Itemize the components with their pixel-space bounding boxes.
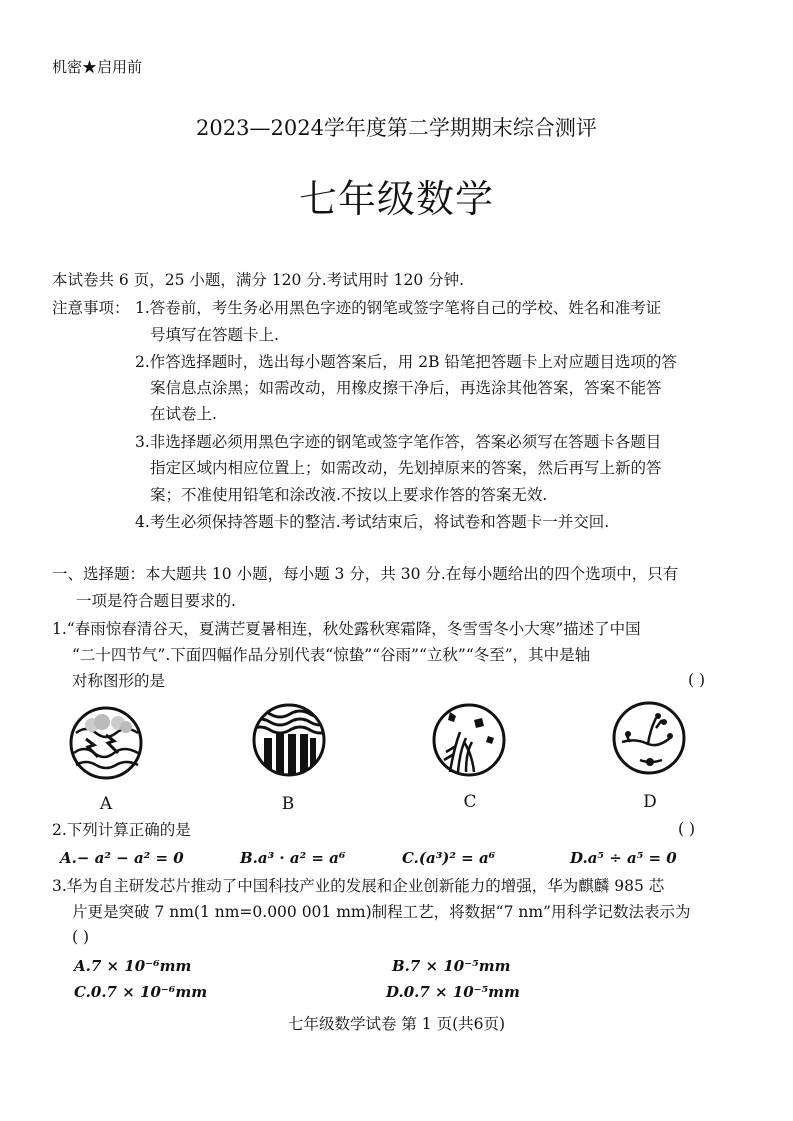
q2-option-c: C.(a³)² = a⁶ [402, 849, 496, 867]
q3-option-d: D.0.7 × 10⁻⁵mm [386, 983, 520, 1001]
note-1-line-1: 1.答卷前，考生务必用黑色字迹的钢笔或签字笔将自己的学校、姓名和准考证 [135, 299, 662, 317]
notes-label: 注意事项： [52, 299, 130, 317]
subject-title: 七年级数学 [298, 177, 494, 221]
figure-b-label: B [281, 794, 295, 814]
note-3-line-1: 3.非选择题必须用黑色字迹的钢笔或签字笔作答，答案必须写在答题卡各题目 [135, 433, 662, 451]
q1-stem-line-1: 1.“春雨惊春清谷天，夏满芒夏暑相连，秋处露秋寒霜降，冬雪雪冬小大寒”描述了中国 [52, 620, 641, 638]
figure-c-label: C [463, 792, 477, 812]
note-4-line-1: 4.考生必须保持答题卡的整洁.考试结束后，将试卷和答题卡一并交回. [135, 513, 610, 531]
note-1-line-2: 号填写在答题卡上. [150, 326, 279, 344]
exam-title: 2023—2024学年度第二学期期末综合测评 [196, 116, 597, 140]
note-2-line-1: 2.作答选择题时，选出每小题答案后，用 2B 铅笔把答题卡上对应题目选项的答 [135, 353, 677, 371]
q3-option-b: B.7 × 10⁻⁵mm [392, 957, 511, 975]
section-1-heading: 一、选择题：本大题共 10 小题，每小题 3 分，共 30 分.在每小题给出的四个选项中，只有 [52, 565, 679, 583]
q3-answer-paren: ( ) [72, 928, 90, 946]
figure-a-icon [68, 703, 146, 783]
figure-a-label: A [99, 794, 113, 814]
figure-d-label: D [643, 792, 657, 812]
page-footer: 七年级数学试卷 第 1 页(共6页) [287, 1015, 506, 1033]
q1-answer-paren: ( ) [688, 671, 706, 689]
q3-stem-line-2: 片更是突破 7 nm(1 nm=0.000 001 mm)制程工艺，将数据“7 nm”用科学记数法表示为 [72, 903, 691, 921]
q2-stem: 2.下列计算正确的是 [52, 821, 191, 839]
note-2-line-2: 案信息点涂黑；如需改动，用橡皮擦干净后，再选涂其他答案，答案不能答 [150, 379, 662, 397]
q2-option-b: B.a³ · a² = a⁶ [240, 849, 346, 867]
q2-answer-paren: ( ) [678, 820, 696, 838]
section-1-heading-cont: 一项是符合题目要求的. [76, 592, 236, 610]
note-3-line-3: 案；不准使用铅笔和涂改液.不按以上要求作答的答案无效. [150, 486, 548, 504]
q3-stem-line-1: 3.华为自主研发芯片推动了中国科技产业的发展和企业创新能力的增强，华为麒麟 985 芯 [52, 877, 665, 895]
figure-d-icon [610, 698, 688, 778]
q3-option-a: A.7 × 10⁻⁶mm [74, 957, 192, 975]
exam-intro: 本试卷共 6 页，25 小题，满分 120 分.考试用时 120 分钟. [52, 271, 465, 289]
figure-b-icon [250, 700, 328, 780]
figure-c-icon [430, 700, 508, 780]
q2-option-a: A.− a² − a² = 0 [60, 849, 184, 867]
q1-stem-line-3: 对称图形的是 [72, 672, 166, 690]
q2-option-d: D.a⁵ ÷ a⁵ = 0 [570, 849, 677, 867]
q3-option-c: C.0.7 × 10⁻⁶mm [74, 983, 208, 1001]
note-2-line-3: 在试卷上. [150, 405, 217, 423]
secret-label: 机密★启用前 [52, 58, 143, 76]
note-3-line-2: 指定区域内相应位置上；如需改动，先划掉原来的答案，然后再写上新的答 [150, 459, 662, 477]
q1-stem-line-2: “二十四节气”.下面四幅作品分别代表“惊蛰”“谷雨”“立秋”“冬至”，其中是轴 [72, 646, 591, 664]
